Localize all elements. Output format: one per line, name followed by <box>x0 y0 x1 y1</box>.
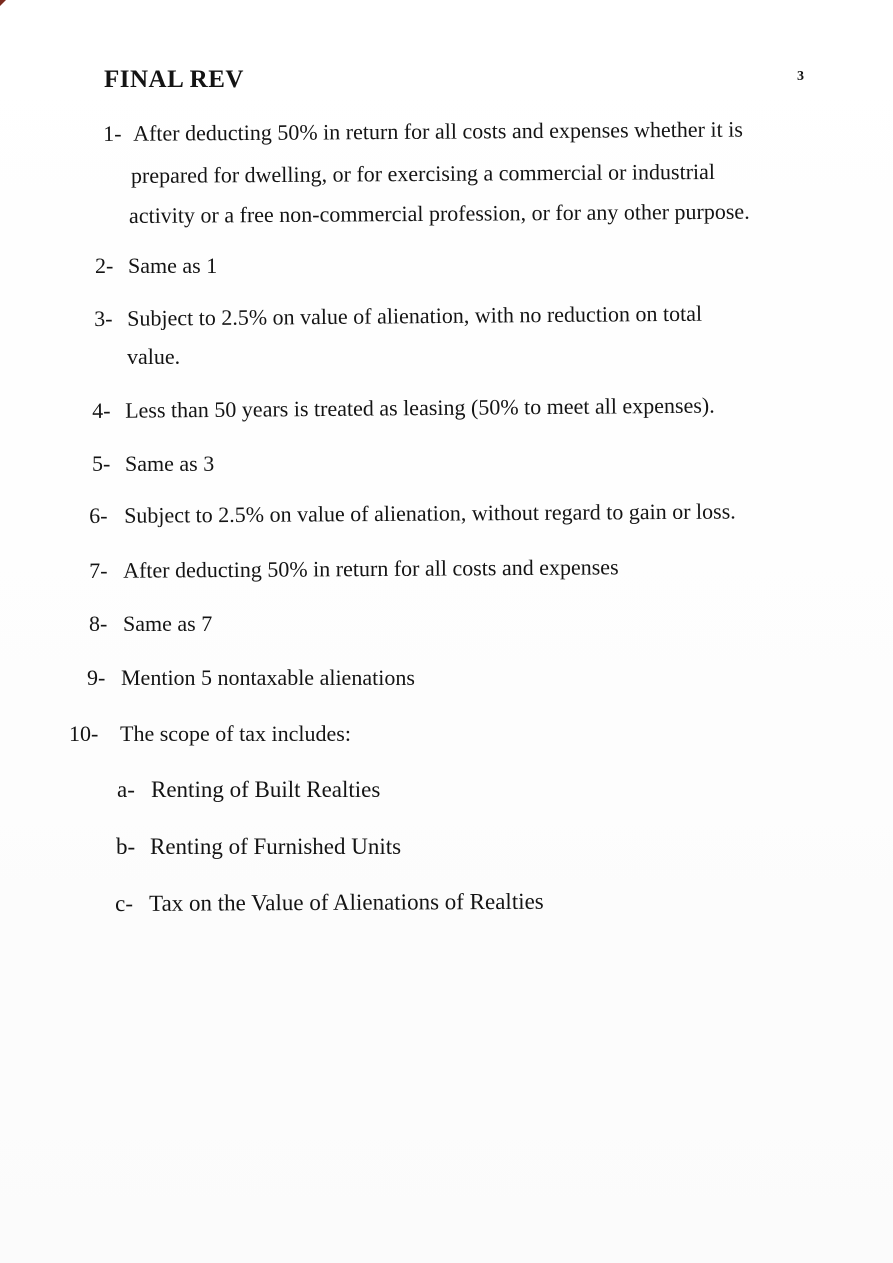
item-text: Subject to 2.5% on value of alienation, with no reduction on total <box>127 300 703 331</box>
item-number: 10- <box>69 721 99 746</box>
sub-item-text: Renting of Built Realties <box>151 777 381 802</box>
sub-item-text: Renting of Furnished Units <box>150 834 402 859</box>
sub-item-letter: c- <box>115 890 134 916</box>
item-number: 1- <box>103 120 122 146</box>
item-number: 5- <box>92 451 111 476</box>
item-number: 8- <box>89 611 108 636</box>
item-text: Same as 3 <box>125 451 215 476</box>
item-number: 3- <box>94 305 113 331</box>
item-text-continued: activity or a free non-commercial profession, or for any other purpose. <box>128 198 750 228</box>
item-text: After deducting 50% in return for all costs and expenses <box>123 554 619 583</box>
item-number: 6- <box>89 502 108 528</box>
item-text-continued: value. <box>127 344 181 369</box>
item-text: Mention 5 nontaxable alienations <box>121 665 415 690</box>
item-text: The scope of tax includes: <box>120 721 351 746</box>
item-text: Less than 50 years is treated as leasing (50% to meet all expenses). <box>125 392 715 423</box>
document-title: FINAL REV <box>104 66 244 93</box>
sub-item-letter: a- <box>117 777 135 802</box>
item-text-continued: prepared for dwelling, or for exercising a commercial or industrial <box>130 158 716 188</box>
sub-item-text: Tax on the Value of Alienations of Realties <box>149 888 544 916</box>
item-number: 4- <box>92 397 111 423</box>
page-number: 3 <box>797 69 804 84</box>
item-text: Same as 1 <box>128 253 218 278</box>
item-text: After deducting 50% in return for all costs and expenses whether it is <box>133 116 743 146</box>
item-number: 2- <box>95 253 114 278</box>
item-number: 7- <box>89 557 108 583</box>
corner-mark <box>0 0 6 6</box>
item-text: Subject to 2.5% on value of alienation, without regard to gain or loss. <box>124 498 736 528</box>
item-number: 9- <box>87 665 106 690</box>
sub-item-letter: b- <box>116 834 136 859</box>
item-text: Same as 7 <box>123 611 213 636</box>
